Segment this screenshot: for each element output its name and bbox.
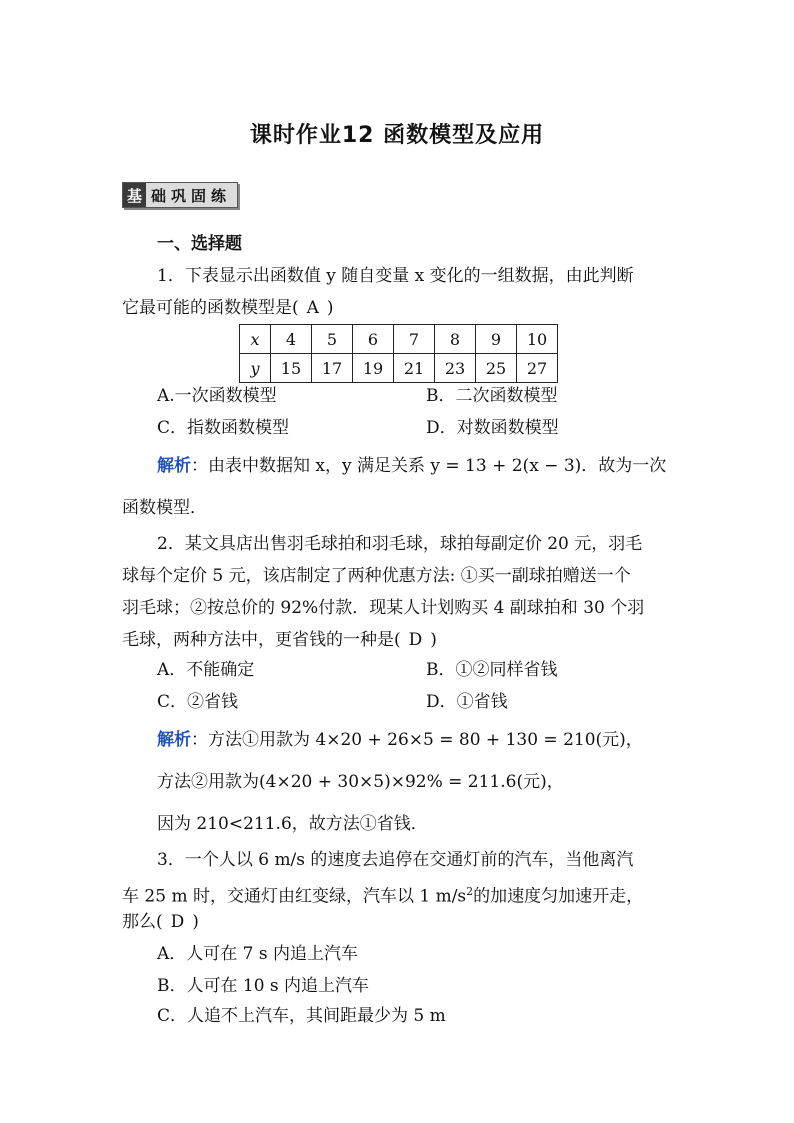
table-x-label: x xyxy=(240,325,271,354)
analysis-label: 解析 xyxy=(157,456,191,476)
table-cell: 19 xyxy=(353,354,394,383)
q2-option-d: D．①省钱 xyxy=(426,692,508,712)
q1-option-d: D．对数函数模型 xyxy=(426,418,559,438)
table-cell: 27 xyxy=(517,354,558,383)
q2-analysis-line-1: 解析：方法①用款为 4×20 + 26×5 = 80 + 130 = 210(元)， xyxy=(157,730,643,750)
q2-option-a: A．不能确定 xyxy=(157,660,255,680)
q1-data-table xyxy=(239,324,558,383)
q3-answer: D xyxy=(170,912,185,932)
q2-answer: D xyxy=(408,630,423,650)
table-cell: 10 xyxy=(517,325,558,354)
q1-analysis-line-1: 解析：由表中数据知 x，y 满足关系 y = 13 + 2(x − 3)．故为一次 xyxy=(157,456,667,476)
table-cell: 7 xyxy=(394,325,435,354)
q3-line-1: 3．一个人以 6 m/s 的速度去追停在交通灯前的汽车，当他离汽 xyxy=(157,850,634,870)
table-cell: 5 xyxy=(312,325,353,354)
table-cell: 9 xyxy=(476,325,517,354)
analysis-label: 解析 xyxy=(157,730,191,750)
table-cell: 6 xyxy=(353,325,394,354)
q2-line-3: 羽毛球；②按总价的 92%付款．现某人计划购买 4 副球拍和 30 个羽 xyxy=(122,598,645,618)
table-row xyxy=(240,325,558,354)
q2-analysis-line-3: 因为 210<211.6，故方法①省钱． xyxy=(157,814,428,834)
table-cell: 17 xyxy=(312,354,353,383)
page-title: 课时作业12 函数模型及应用 xyxy=(249,123,545,148)
q2-analysis-line-2: 方法②用款为(4×20 + 30×5)×92% = 211.6(元)， xyxy=(157,772,564,792)
q3-line-2: 车 25 m 时，交通灯由红变绿，汽车以 1 $m/s^2$的加速度匀加速开走， xyxy=(122,885,644,907)
q1-line-2: 它最可能的函数模型是( A ) xyxy=(122,298,334,318)
q3-option-b: B．人可在 10 s 内追上汽车 xyxy=(157,976,370,996)
table-cell: 21 xyxy=(394,354,435,383)
q2-line-2: 球每个定价 5 元，该店制定了两种优惠方法: ①买一副球拍赠送一个 xyxy=(122,566,631,586)
section-badge xyxy=(122,182,238,208)
part-heading: 一、选择题 xyxy=(157,234,242,254)
table-cell: 23 xyxy=(435,354,476,383)
q3-option-c: C．人追不上汽车，其间距最少为 5 m xyxy=(157,1006,446,1026)
q2-line-4: 毛球，两种方法中，更省钱的一种是( D ) xyxy=(122,630,437,650)
q1-analysis-line-2: 函数模型． xyxy=(122,498,207,518)
table-cell: 25 xyxy=(476,354,517,383)
q1-line-1: 1．下表显示出函数值 y 随自变量 x 变化的一组数据，由此判断 xyxy=(157,266,634,286)
table-row xyxy=(240,354,558,383)
q2-line-1: 2．某文具店出售羽毛球拍和羽毛球，球拍每副定价 20 元，羽毛 xyxy=(157,534,643,554)
table-cell: 15 xyxy=(271,354,312,383)
table-cell: 8 xyxy=(435,325,476,354)
q1-option-c: C．指数函数模型 xyxy=(157,418,290,438)
table-cell: 4 xyxy=(271,325,312,354)
q1-option-b: B．二次函数模型 xyxy=(426,386,558,406)
q3-option-a: A．人可在 7 s 内追上汽车 xyxy=(157,944,359,964)
section-badge-first-char: 基 xyxy=(123,183,146,207)
q2-option-b: B．①②同样省钱 xyxy=(426,660,558,680)
table-y-label: y xyxy=(240,354,271,383)
q1-option-a: A.一次函数模型 xyxy=(157,386,277,406)
q2-option-c: C．②省钱 xyxy=(157,692,239,712)
q1-answer: A xyxy=(306,298,319,318)
section-badge-label: 础巩固练 xyxy=(146,183,237,207)
q3-line-3: 那么( D ) xyxy=(122,912,199,932)
